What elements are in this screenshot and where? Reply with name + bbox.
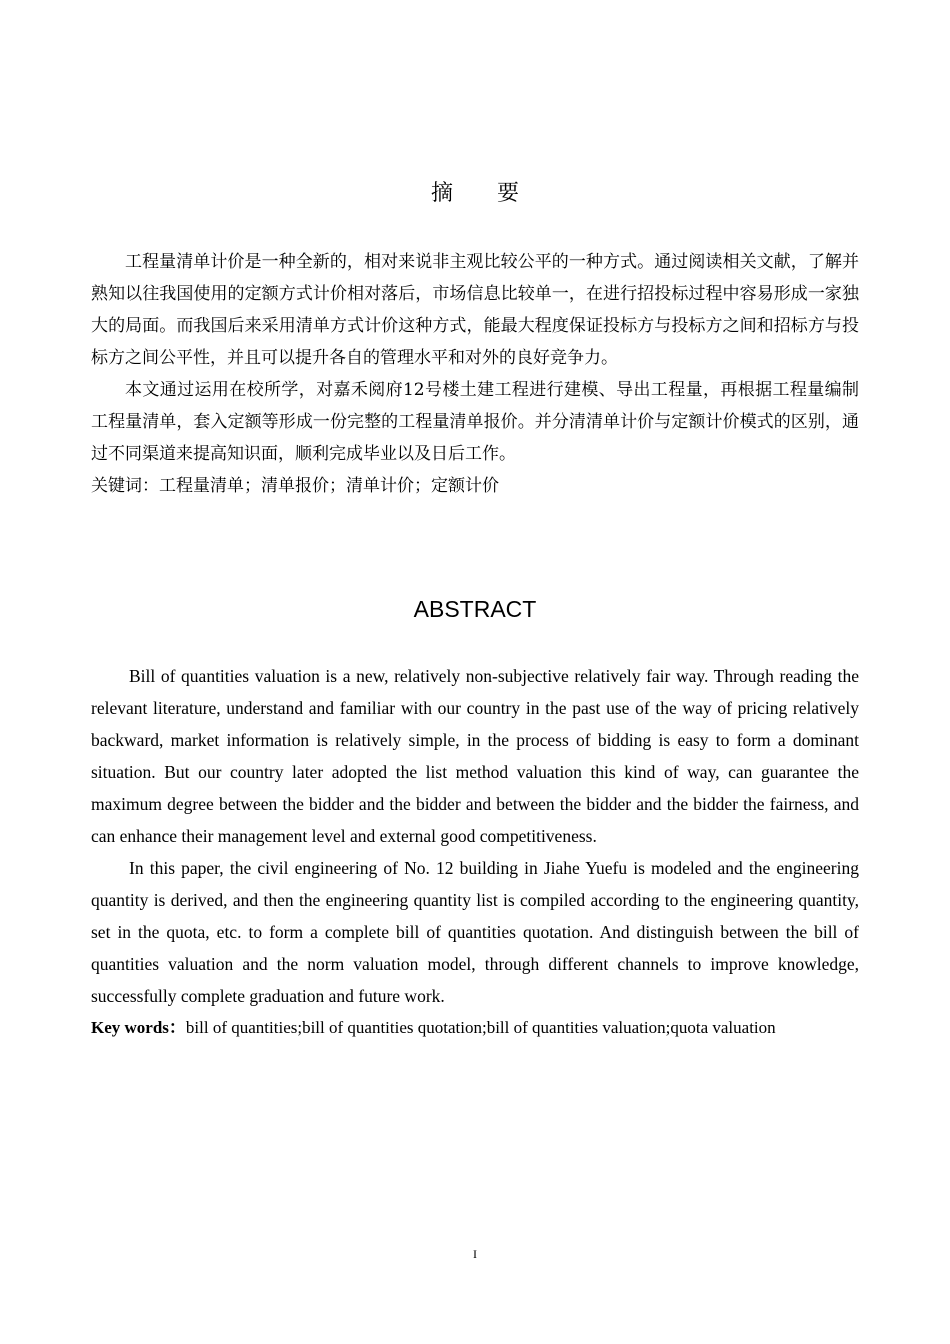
english-abstract-paragraph-1: Bill of quantities valuation is a new, relatively non-subjective relatively fair way. Through reading the relevant literature, understand and familiar with our country in the past use of the way of pricing relatively backward, market information is relatively simple, in the process of bidding is easy to form a dominant situation. But our country later adopted the list method valuation this kind of way, can guarantee the maximum degree between the bidder and the bidder and between the bidder and the bidder the fairness, and can enhance their management level and external good competitiveness. <box>91 666 859 846</box>
chinese-abstract-body <box>91 246 859 502</box>
english-keywords-line <box>91 1012 859 1044</box>
page-number: I <box>473 1247 477 1261</box>
chinese-keywords-line <box>91 470 859 502</box>
english-keywords-text: bill of quantities;bill of quantities quotation;bill of quantities valuation;quota valuation <box>185 1018 776 1037</box>
chinese-abstract-title: 摘要 <box>430 181 563 206</box>
chinese-abstract-paragraph-1: 工程量清单计价是一种全新的，相对来说非主观比较公平的一种方式。通过阅读相关文献，了解并熟知以往我国使用的定额方式计价相对落后，市场信息比较单一，在进行招投标过程中容易形成一家独大的局面。而我国后来采用清单方式计价这种方式，能最大程度保证投标方与投标方之间和招标方与投标方之间公平性，并且可以提升各自的管理水平和对外的良好竞争力。 <box>91 252 859 368</box>
chinese-keywords-label: 关键词： <box>91 476 159 496</box>
chinese-abstract-paragraph-2: 本文通过运用在校所学，对嘉禾阅府12号楼土建工程进行建模、导出工程量，再根据工程量编制工程量清单，套入定额等形成一份完整的工程量清单报价。并分清清单计价与定额计价模式的区别，通过不同渠道来提高知识面，顺利完成毕业以及日后工作。 <box>91 380 859 464</box>
english-abstract-body <box>91 660 859 1044</box>
english-abstract-paragraph-2: In this paper, the civil engineering of No. 12 building in Jiahe Yuefu is modeled and the engineering quantity is derived, and then the engineering quantity list is compiled according to the engineering quantity, set in the quota, etc. to form a complete bill of quantities quotation. And distinguish between the bill of quantities valuation and the norm valuation model, through different channels to improve knowledge, successfully complete graduation and future work. <box>91 858 859 1006</box>
chinese-keywords-text: 工程量清单；清单报价；清单计价；定额计价 <box>159 476 499 496</box>
english-keywords-label: Key words： <box>91 1018 186 1037</box>
english-abstract-title: ABSTRACT <box>413 596 537 622</box>
